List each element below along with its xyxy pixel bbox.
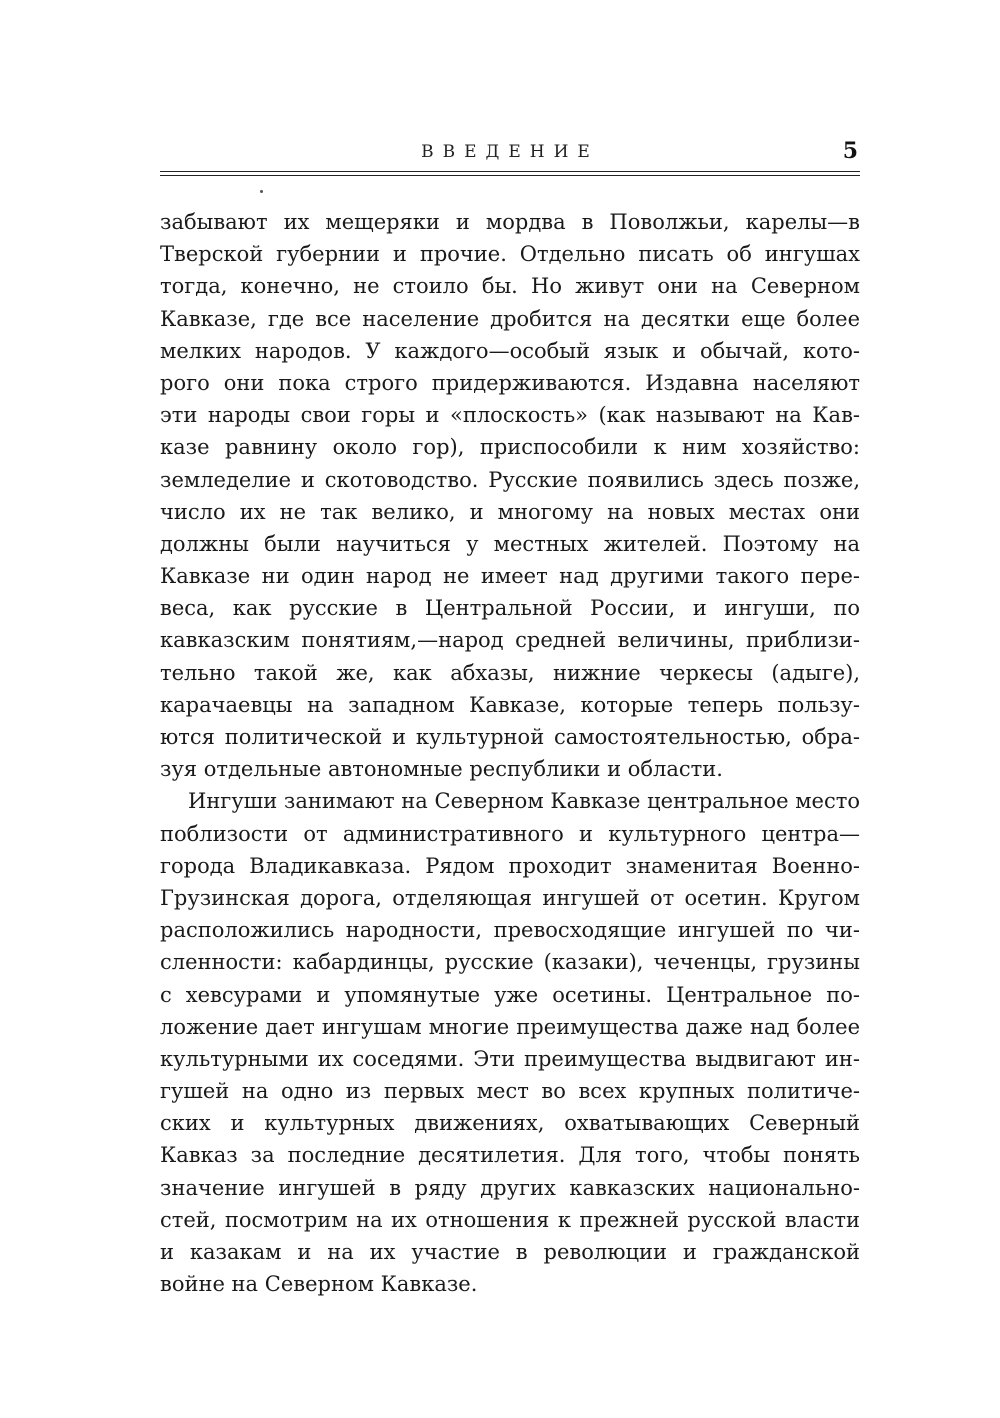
text-line: Кавказ за последние десятилетия. Для того, чтобы понять (160, 1143, 860, 1168)
body-text (160, 206, 860, 1300)
text-line: тогда, конечно, не стоило бы. Но живут они на Северном (160, 274, 860, 299)
text-line: расположились народности, превосходящие ингушей по чи- (160, 918, 860, 943)
print-speck (260, 190, 263, 193)
text-line: ских и культурных движениях, охватывающих Северный (160, 1111, 860, 1136)
text-line: с хевсурами и упомянутые уже осетины. Центральное по- (160, 982, 860, 1007)
text-line: Кавказе ни один народ не имеет над другими такого пере- (160, 564, 860, 589)
text-line: зуя отдельные автономные республики и области. (160, 757, 723, 782)
text-line: тельно такой же, как абхазы, нижние черкесы (адыге), (160, 660, 860, 685)
running-head (160, 138, 860, 168)
paragraph-1 (160, 206, 860, 785)
page-number: 5 (842, 138, 858, 164)
text-line: значение ингушей в ряду других кавказских национально- (160, 1175, 860, 1200)
text-line: мелких народов. У каждого—особый язык и обычай, кото- (160, 338, 860, 363)
text-line: казе равнину около гор), приспособили к ним хозяйство: (160, 435, 860, 460)
text-line: земледелие и скотоводство. Русские появились здесь позже, (160, 467, 860, 492)
section-title: ВВЕДЕНИЕ (421, 142, 599, 162)
text-line: ложение дает ингушам многие преимущества даже над более (160, 1014, 860, 1039)
text-line: забывают их мещеряки и мордва в Поволжьи, карелы—в (160, 210, 860, 234)
text-line: эти народы свои горы и «плоскость» (как называют на Кав- (160, 403, 860, 428)
text-line: гушей на одно из первых мест во всех крупных политиче- (160, 1079, 860, 1104)
text-line: Тверской губернии и прочие. Отдельно писать об ингушах (160, 242, 860, 267)
text-line: сленности: кабардинцы, русские (казаки), чеченцы, грузины (160, 950, 860, 975)
text-line: Кавказе, где все население дробится на десятки еще более (160, 306, 860, 331)
text-line: должны были научиться у местных жителей. Поэтому на (160, 531, 860, 556)
text-line: поблизости от административного и культурного центра— (160, 821, 860, 846)
paragraph-2 (160, 785, 860, 1300)
text-line: карачаевцы на западном Кавказе, которые теперь пользу- (160, 692, 860, 717)
text-line: кавказским понятиям,—народ средней величины, приблизи- (160, 628, 860, 653)
text-line: рого они пока строго придерживаются. Издавна населяют (160, 370, 860, 395)
text-line: стей, посмотрим на их отношения к прежней русской власти (160, 1207, 860, 1232)
text-line: города Владикавказа. Рядом проходит знаменитая Военно- (160, 853, 860, 878)
header-rule-top (160, 171, 860, 172)
text-line: Грузинская дорога, отделяющая ингушей от осетин. Кругом (160, 885, 860, 910)
text-line: ются политической и культурной самостоятельностью, обра- (160, 725, 860, 749)
text-line: число их не так велико, и многому на новых местах они (160, 499, 860, 524)
text-line: войне на Северном Кавказе. (160, 1272, 478, 1297)
text-line: культурными их соседями. Эти преимущества выдвигают ин- (160, 1046, 860, 1071)
text-line: веса, как русские в Центральной России, и ингуши, по (160, 596, 860, 621)
text-line: и казакам и на их участие в революции и гражданской (160, 1240, 860, 1264)
text-line: Ингуши занимают на Северном Кавказе центральное место (188, 789, 860, 814)
header-rule-bottom (160, 175, 860, 176)
